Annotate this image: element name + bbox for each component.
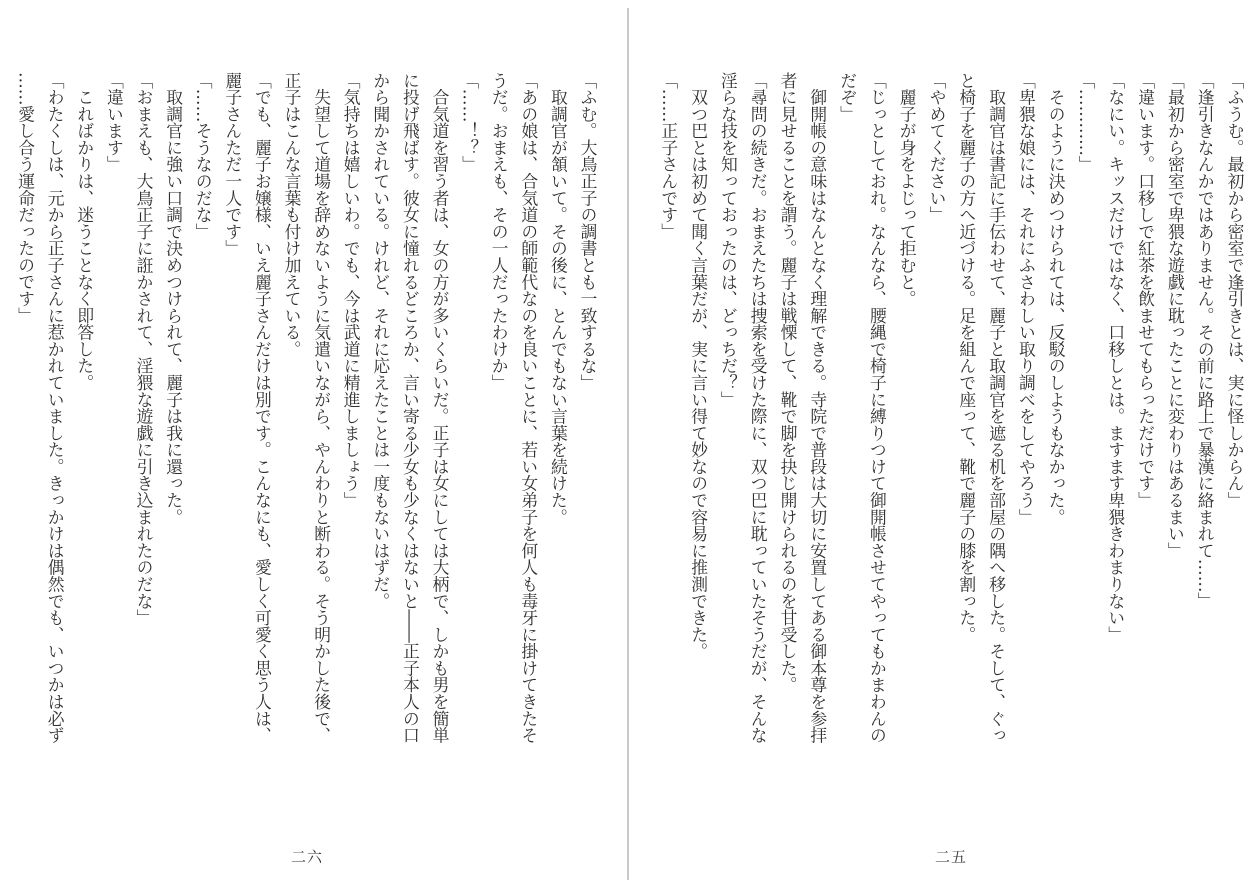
- text-column: 「卑猥な娘には、それにふさわしい取り調べをしてやろう」: [1016, 72, 1037, 526]
- text-column: 者に見せることを謂う。麗子は戦慄して、靴で脚を抉じ開けられるのを甘受した。: [778, 72, 798, 694]
- text-column: 「……！？」: [459, 72, 480, 173]
- text-column: 「じっとしておれ。なんなら、腰縄で椅子に縛りつけて御開帳させてやってもかまわんの: [867, 72, 888, 744]
- text-column: ……愛し合う運命だったのです」: [15, 72, 36, 324]
- page-number: 二五: [935, 848, 968, 866]
- page-number: 二六: [291, 848, 324, 866]
- text-column: うだ。おまえも、その一人だったわけか」: [489, 72, 510, 392]
- text-column: 取調官は書記に手伝わせて、麗子と取調官を遮る机を部屋の隅へ移した。そして、ぐっ: [986, 72, 1007, 744]
- text-column: 「気持ちは嬉しいわ。でも、今は武道に精進しましょう」: [341, 72, 362, 509]
- text-column: 「おまえも、大鳥正子に誑かされて、淫猥な遊戯に引き込まれたのだな」: [134, 72, 154, 627]
- text-column: 「なにい。キッスだけではなく、口移しとは。ますます卑猥きわまりない」: [1105, 72, 1126, 643]
- text-column: に投げ飛ばす。彼女に憧れるどころか、言い寄る少女も少なくはないと――正子本人の口: [400, 72, 421, 744]
- text-column: 「ふうむ。最初から密室で逢引きとは、実に怪しからん」: [1225, 72, 1245, 509]
- text-column: 御開帳の意味はなんとなく理解できる。寺院で普段は大切に安置してある御本尊を参拝: [807, 72, 828, 744]
- text-column: 「…………」: [1076, 72, 1096, 173]
- text-column: 「尋問の続きだ。おまえたちは捜索を受けた際に、双つ巴に耽っていたそうだが、そんな: [748, 72, 769, 744]
- text-column: だぞ」: [837, 72, 858, 123]
- text-column: から聞かされている。けれど、それに応えたことは一度もないはずだ。: [370, 72, 391, 610]
- text-column: 「わたくしは、元から正子さんに惹かれていました。きっかけは偶然でも、いつかは必ず: [45, 72, 66, 744]
- text-column: 「違います」: [104, 72, 125, 173]
- text-column: 「……そうなのだな」: [193, 72, 214, 240]
- text-column: 失望して道場を辞めないように気遣いながら、やんわりと断わる。そう明かした後で、: [311, 72, 332, 744]
- text-column: そのように決めつけられては、反駁のしようもなかった。: [1046, 72, 1067, 526]
- text-column: 取調官に強い口調で決めつけられて、麗子は我に還った。: [163, 72, 184, 526]
- text-column: 正子はこんな言葉も付け加えている。: [282, 72, 302, 358]
- text-column: 「あの娘は、合気道の師範代なのを良いことに、若い女弟子を何人も毒牙に掛けてきたそ: [518, 72, 539, 744]
- text-column: 「違います。口移しで紅茶を飲ませてもらっただけです」: [1135, 72, 1156, 509]
- text-column: と椅子を麗子の方へ近づける。足を組んで座って、靴で麗子の膝を割った。: [956, 72, 977, 643]
- text-column: 取調官が頷いて。その後に、とんでもない言葉を続けた。: [548, 72, 569, 526]
- text-column: 「最初から密室で卑猥な遊戯に耽ったことに変わりはあるまい」: [1165, 72, 1186, 559]
- text-column: 淫らな技を知っておったのは、どっちだ？」: [718, 72, 739, 408]
- text-column: 合気道を習う者は、女の方が多いくらいだ。正子は女にしては大柄で、しかも男を簡単: [430, 72, 450, 744]
- text-column: 「ふむ。大鳥正子の調書とも一致するな」: [578, 72, 598, 392]
- text-column: 「……正子さんです」: [658, 72, 679, 240]
- text-column: 麗子さんただ一人です」: [222, 72, 243, 257]
- text-column: こればかりは、迷うことなく即答した。: [74, 72, 95, 392]
- text-column: 「逢引きなんかではありません。その前に路上で暴漢に絡まれて……」: [1195, 72, 1216, 610]
- text-column: 「やめてください」: [927, 72, 947, 224]
- text-column: 麗子が身をよじって拒むと。: [897, 72, 918, 308]
- text-column: 「でも、麗子お嬢様、いえ麗子さんだけは別です。こんなにも、愛しく可愛く思う人は、: [252, 72, 273, 744]
- text-column: 双つ巴とは初めて聞く言葉だが、実に言い得て妙なので容易に推測できた。: [688, 72, 709, 660]
